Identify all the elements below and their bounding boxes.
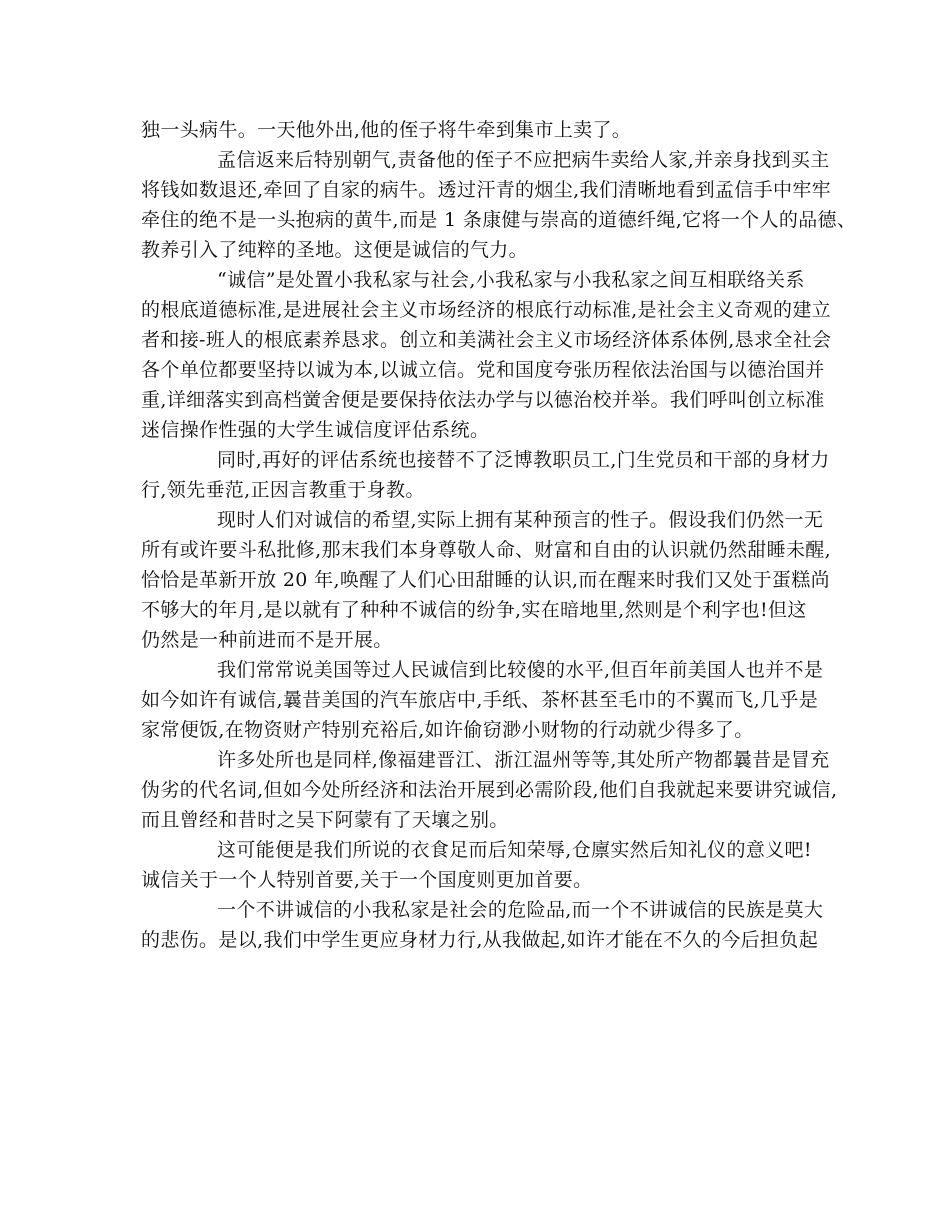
text-line: 一个不讲诚信的小我私家是社会的危险品,而一个不讲诚信的民族是莫大 — [217, 899, 824, 921]
text-line: 独一头病牛。一天他外出,他的侄子将牛牵到集市上卖了。 — [141, 119, 632, 141]
text-line: 我们常常说美国等过人民诚信到比较傻的水平,但百年前美国人也并不是 — [217, 659, 824, 681]
paragraph — [141, 505, 832, 655]
text-line: 这可能便是我们所说的衣食足而后知荣辱,仓廪实然后知礼仪的意义吧! — [217, 839, 812, 861]
document-body — [141, 115, 857, 955]
text-line: 将钱如数退还,牵回了自家的病牛。透过汗青的烟尘,我们清晰地看到孟信手中牢牢 — [141, 179, 832, 201]
text-line: 而且曾经和昔时之吴下阿蒙有了天壤之别。 — [141, 809, 509, 831]
paragraph — [141, 895, 824, 955]
paragraph — [141, 145, 857, 265]
paragraph — [141, 745, 838, 835]
text-line: 伪劣的代名词,但如今处所经济和法治开展到必需阶段,他们自我就起来要讲究诚信, — [141, 779, 838, 801]
text-line: “诚信”是处置小我私家与社会,小我私家与小我私家之间互相联络关系 — [217, 269, 805, 291]
text-line: 诚信关于一个人特别首要,关于一个国度则更加首要。 — [141, 869, 593, 891]
text-line: 行,领先垂范,正因言教重于身教。 — [141, 479, 425, 501]
paragraph — [141, 115, 821, 145]
text-line: 恰恰是革新开放 20 年,唤醒了人们心田甜睡的认识,而在醒来时我们又处于蛋糕尚 — [141, 569, 830, 591]
text-line: 的根底道德标准,是进展社会主义市场经济的根底行动标准,是社会主义奇观的建立 — [141, 299, 832, 321]
text-line: 不够大的年月,是以就有了种种不诚信的纷争,实在暗地里,然则是个利字也!但这 — [141, 599, 807, 621]
text-line: 所有或许要斗私批修,那末我们本身尊敬人命、财富和自由的认识就仍然甜睡未醒, — [141, 539, 832, 561]
text-line: 如今如许有诚信,曩昔美国的汽车旅店中,手纸、茶杯甚至毛巾的不翼而飞,几乎是 — [141, 689, 819, 711]
text-line: 家常便饭,在物资财产特别充裕后,如许偷窃渺小财物的行动就少得多了。 — [141, 719, 754, 741]
text-line: 孟信返来后特别朝气,责备他的侄子不应把病牛卖给人家,并亲身找到买主 — [217, 149, 830, 171]
text-line: 同时,再好的评估系统也接替不了泛博教职员工,门生党员和干部的身材力 — [217, 449, 830, 471]
paragraph — [141, 835, 821, 895]
text-line: 迷信操作性强的大学生诚信度评估系统。 — [141, 419, 490, 441]
paragraph — [141, 265, 832, 445]
text-line: 者和接-班人的根底素养恳求。创立和美满社会主义市场经济体系体例,恳求全社会 — [141, 329, 832, 351]
text-line: 仍然是一种前进而不是开展。 — [141, 629, 393, 651]
text-line: 重,详细落实到高档黉舍便是要保持依法办学与以德治校并举。我们呼叫创立标准 — [141, 389, 825, 411]
text-line: 牵住的绝不是一头抱病的黄牛,而是 1 条康健与崇高的道德纤绳,它将一个人的品德、 — [141, 209, 857, 231]
text-line: 现时人们对诚信的希望,实际上拥有某种预言的性子。假设我们仍然一无 — [217, 509, 824, 531]
paragraph — [141, 655, 824, 745]
text-line: 许多处所也是同样,像福建晋江、浙江温州等等,其处所产物都曩昔是冒充 — [217, 749, 830, 771]
text-line: 各个单位都要坚持以诚为本,以诚立信。党和国度夸张历程依法治国与以德治国并 — [141, 359, 825, 381]
text-line: 的悲伤。是以,我们中学生更应身材力行,从我做起,如许才能在不久的今后担负起 — [141, 929, 819, 951]
text-line: 教养引入了纯粹的圣地。这便是诚信的气力。 — [141, 239, 529, 261]
paragraph — [141, 445, 830, 505]
